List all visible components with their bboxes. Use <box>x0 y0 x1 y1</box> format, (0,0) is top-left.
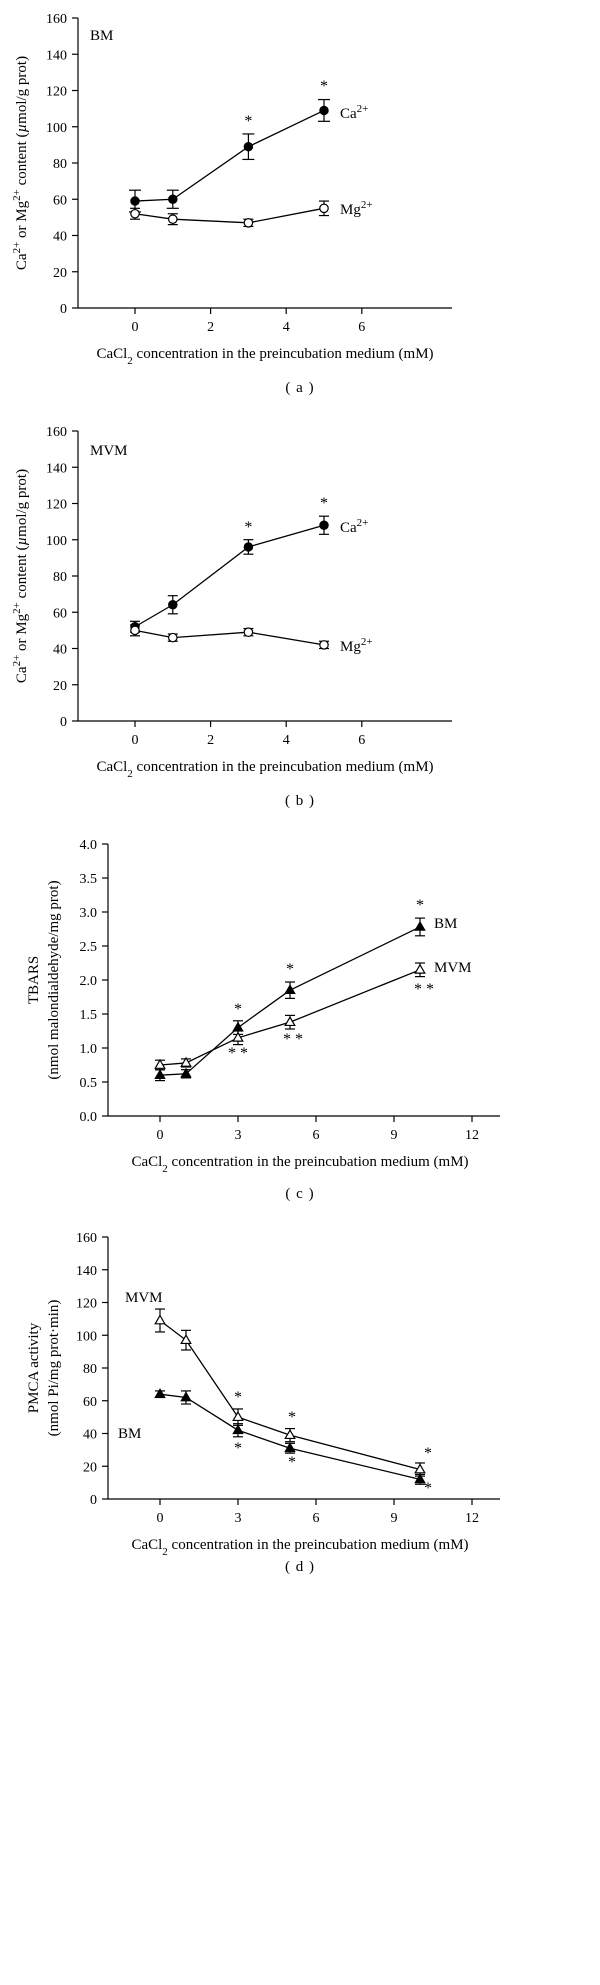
x-tick-label: 9 <box>390 1128 398 1143</box>
panel-label-bm: BM <box>90 28 114 44</box>
markers-mg-b <box>131 626 328 649</box>
chart-d <box>0 1219 600 1559</box>
x-tick-label: 0 <box>131 733 139 748</box>
series-line-ca-b <box>135 525 324 627</box>
y-ticks-c <box>80 838 109 1125</box>
x-axis-title-d: CaCl$_2$ concentration in the preincubation medium (mM) <box>131 1537 469 1558</box>
chart-c <box>0 826 600 1186</box>
x-tick-label: 6 <box>358 320 366 335</box>
x-tick-label: 0 <box>156 1128 164 1143</box>
significance-marker: * * <box>414 981 434 998</box>
error-bars-ca-b <box>130 516 329 632</box>
panel-d <box>0 1219 600 1576</box>
x-tick-label: 4 <box>282 733 290 748</box>
x-ticks-c <box>157 1116 480 1143</box>
y-tick-label: 60 <box>53 193 67 209</box>
panel-b <box>0 413 600 810</box>
x-tick-label: 6 <box>312 1511 320 1526</box>
series-line-mg <box>135 208 324 223</box>
y-tick-label: 20 <box>53 265 67 281</box>
error-bars-ca <box>129 100 330 212</box>
series-label-bm-c: BM <box>434 916 458 932</box>
y-axis-title-d-line2: (nmol Pi/mg prot·min) <box>46 1299 62 1437</box>
series-line-ca <box>135 110 324 201</box>
chart-a <box>0 0 600 380</box>
y-tick-label: 0.0 <box>79 1110 97 1125</box>
panel-label-bm-d: BM <box>118 1426 142 1442</box>
y-tick-label: 2.5 <box>79 940 97 955</box>
y-tick-label: 120 <box>46 84 67 100</box>
significance-marker: * <box>234 1389 242 1406</box>
significance-marker: * <box>320 78 328 95</box>
panel-label-mvm-d: MVM <box>125 1290 163 1306</box>
y-axis-title-d-line1: PMCA activity <box>26 1322 42 1414</box>
markers-bm-c <box>155 922 425 1079</box>
markers-mg <box>131 204 328 227</box>
x-tick-label: 12 <box>465 1128 479 1143</box>
x-axis-title-a: CaCl$_2$ concentration in the preincubation medium (mM) <box>96 346 434 367</box>
panel-caption-d: ( d ) <box>285 1559 315 1575</box>
y-ticks-a <box>46 12 78 317</box>
markers-ca-b <box>131 521 328 631</box>
significance-marker: * * <box>283 1031 303 1048</box>
y-tick-label: 120 <box>76 1296 97 1312</box>
significance-marker: * <box>244 519 253 536</box>
series-label-ca-b: $Ca^{2+}$ <box>340 517 369 536</box>
y-tick-label: 2.0 <box>79 974 97 989</box>
y-tick-label: 140 <box>76 1263 97 1279</box>
x-tick-label: 6 <box>358 733 366 748</box>
series-line-mg-b <box>135 630 324 645</box>
y-tick-label: 120 <box>46 497 67 513</box>
series-line-bm-c <box>160 927 420 1075</box>
x-ticks-a <box>132 308 366 335</box>
y-axis-title-c-line1: TBARS <box>26 955 42 1005</box>
markers-mvm-c <box>155 965 425 1069</box>
significance-marker: * <box>234 1001 242 1018</box>
x-tick-label: 2 <box>207 320 215 335</box>
y-tick-label: 3.0 <box>79 906 97 921</box>
error-bars-mg-b <box>130 625 329 649</box>
x-ticks-d <box>157 1499 480 1526</box>
markers-ca <box>131 106 328 205</box>
y-tick-label: 80 <box>53 157 67 172</box>
y-tick-label: 60 <box>83 1394 97 1410</box>
x-tick-label: 3 <box>234 1128 242 1143</box>
y-tick-label: 160 <box>46 12 67 27</box>
x-tick-label: 6 <box>312 1128 320 1143</box>
y-tick-label: 60 <box>53 606 67 622</box>
x-axis-title-c: CaCl$_2$ concentration in the preincubation medium (mM) <box>131 1154 469 1175</box>
x-axis-title-b: CaCl$_2$ concentration in the preincubation medium (mM) <box>96 759 434 780</box>
y-tick-label: 1.0 <box>79 1042 97 1057</box>
y-tick-label: 3.5 <box>79 872 97 887</box>
significance-marker: * <box>416 897 424 914</box>
x-tick-label: 0 <box>156 1511 164 1526</box>
series-label-mvm-c: MVM <box>434 960 472 976</box>
error-bars-mg <box>130 201 329 226</box>
y-tick-label: 80 <box>53 570 67 585</box>
significance-marker: * <box>244 113 253 130</box>
y-tick-label: 40 <box>53 229 67 245</box>
x-tick-label: 12 <box>465 1511 479 1526</box>
significance-marker: * * <box>228 1045 248 1062</box>
panel-label-mvm: MVM <box>90 443 128 459</box>
significance-marker: * <box>424 1445 432 1462</box>
series-label-ca: $Ca^{2+}$ <box>340 103 369 122</box>
y-axis-title-c-line2: (nmol malondialdehyde/mg prot) <box>46 880 62 1080</box>
significance-marker: * <box>234 1440 242 1457</box>
y-tick-label: 40 <box>83 1427 97 1443</box>
error-bars-bm-c <box>155 918 425 1081</box>
y-tick-label: 140 <box>46 48 67 64</box>
panel-a-plot <box>0 0 600 380</box>
y-tick-label: 100 <box>76 1329 97 1345</box>
y-tick-label: 0 <box>60 715 67 730</box>
x-tick-label: 9 <box>390 1511 398 1526</box>
x-tick-label: 0 <box>131 320 139 335</box>
y-ticks-b <box>46 425 78 730</box>
series-label-mg-b: $Mg^{2+}$ <box>340 636 373 655</box>
y-tick-label: 140 <box>46 461 67 477</box>
y-tick-label: 100 <box>46 120 67 136</box>
y-tick-label: 1.5 <box>79 1008 97 1023</box>
series-label-mg: $Mg^{2+}$ <box>340 199 373 218</box>
y-tick-label: 40 <box>53 642 67 658</box>
panel-caption-c: ( c ) <box>285 1186 315 1202</box>
x-tick-label: 2 <box>207 733 215 748</box>
panel-b-plot <box>0 413 600 793</box>
y-axis-title-a: $Ca^{2+}$ or $Mg^{2+}$ content (µmol/g prot) <box>11 55 30 271</box>
x-ticks-b <box>132 721 366 748</box>
y-ticks-d <box>76 1231 108 1508</box>
y-tick-label: 100 <box>46 533 67 549</box>
y-tick-label: 4.0 <box>79 838 97 853</box>
panel-caption-a: ( a ) <box>285 380 315 396</box>
y-tick-label: 0 <box>60 302 67 317</box>
y-tick-label: 20 <box>53 678 67 694</box>
x-tick-label: 4 <box>282 320 290 335</box>
y-tick-label: 20 <box>83 1460 97 1476</box>
significance-marker: * <box>286 961 294 978</box>
panel-c <box>0 826 600 1203</box>
y-tick-label: 0.5 <box>79 1076 97 1091</box>
y-tick-label: 80 <box>83 1362 97 1377</box>
panel-c-plot <box>0 826 600 1186</box>
x-tick-label: 3 <box>234 1511 242 1526</box>
y-tick-label: 0 <box>90 1493 97 1508</box>
y-tick-label: 160 <box>76 1231 97 1246</box>
chart-b <box>0 413 600 793</box>
significance-marker: * <box>288 1454 296 1471</box>
panel-a <box>0 0 600 397</box>
significance-marker: * <box>288 1409 296 1426</box>
y-tick-label: 160 <box>46 425 67 440</box>
panel-d-plot <box>0 1219 600 1559</box>
y-axis-title-b: $Ca^{2+}$ or $Mg^{2+}$ content (µmol/g prot) <box>11 468 30 684</box>
significance-marker: * <box>424 1480 432 1497</box>
significance-marker: * <box>320 495 328 512</box>
panel-caption-b: ( b ) <box>285 793 315 809</box>
